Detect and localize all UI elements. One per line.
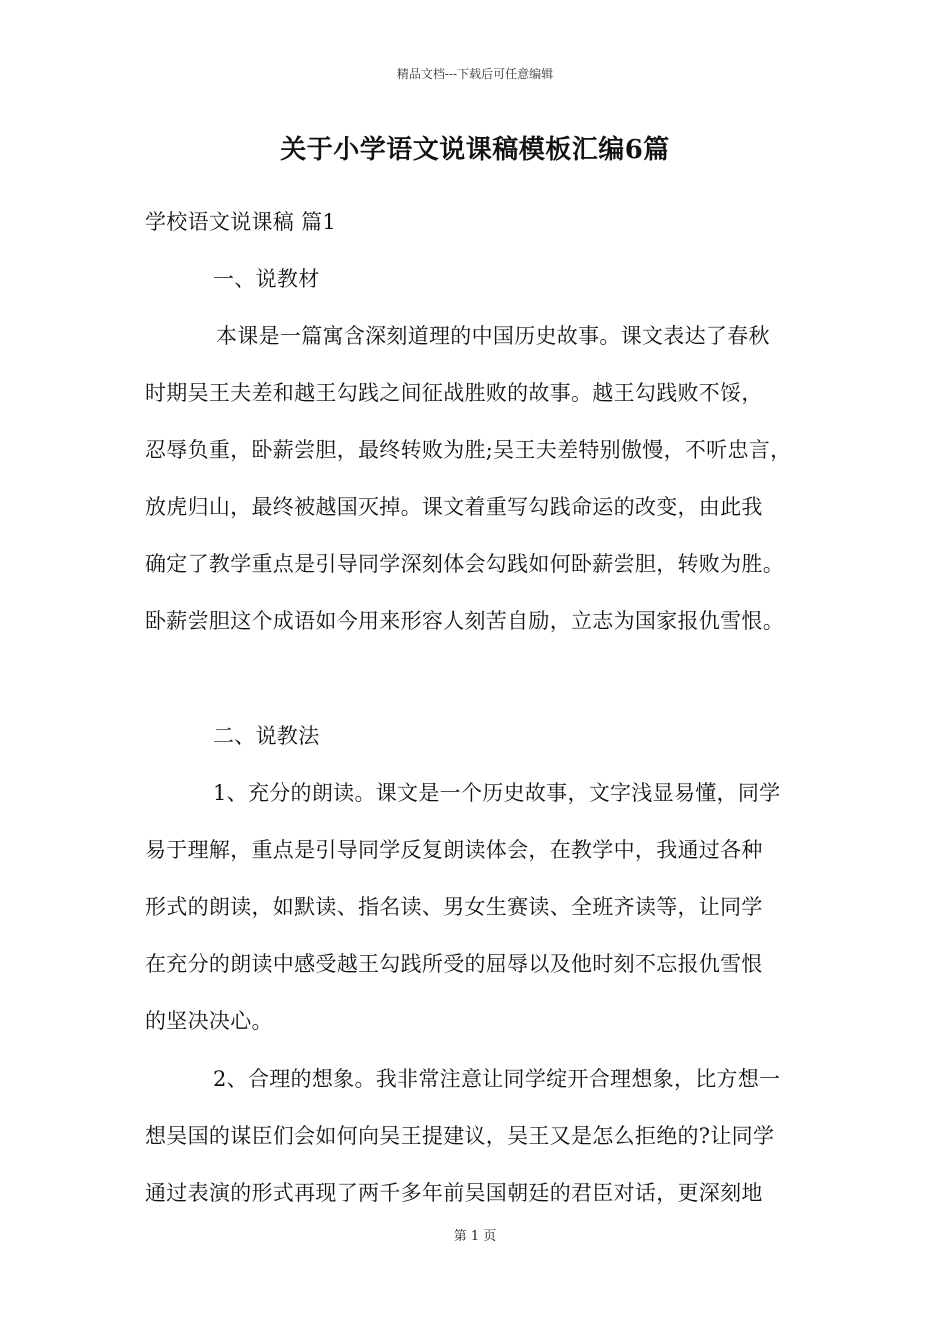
paragraph-line: 时期吴王夫差和越王勾践之间征战胜败的故事。越王勾践败不馁， — [145, 381, 763, 405]
page-number: 第 1 页 — [453, 1229, 497, 1244]
paragraph-line: 放虎归山，最终被越国灭掉。课文着重写勾践命运的改变，由此我 — [145, 495, 763, 519]
paragraph-line: 形式的朗读，如默读、指名读、男女生赛读、全班齐读等，让同学 — [145, 895, 763, 919]
paragraph-line: 的坚决决心。 — [145, 1009, 273, 1033]
paragraph-line: 卧薪尝胆这个成语如今用来形容人刻苦自励，立志为国家报仇雪恨。 — [145, 609, 784, 633]
document-subtitle: 学校语文说课稿 篇1 — [145, 210, 337, 234]
paragraph-line: 1、充分的朗读。课文是一个历史故事，文字浅显易懂，同学 — [213, 781, 781, 805]
paragraph-line: 在充分的朗读中感受越王勾践所受的屈辱以及他时刻不忘报仇雪恨 — [145, 952, 763, 976]
paragraph-line: 忍辱负重，卧薪尝胆，最终转败为胜;吴王夫差特别傲慢，不听忠言， — [145, 438, 792, 462]
paragraph-line: 通过表演的形式再现了两千多年前吴国朝廷的君臣对话，更深刻地 — [145, 1181, 763, 1205]
paragraph-line: 2、合理的想象。我非常注意让同学绽开合理想象，比方想一 — [213, 1067, 781, 1091]
section-heading: 二、说教法 — [213, 724, 320, 748]
paragraph-line: 确定了教学重点是引导同学深刻体会勾践如何卧薪尝胆，转败为胜。 — [145, 552, 784, 576]
page-header: 精品文档---下载后可任意编辑 — [396, 67, 554, 81]
paragraph-line: 易于理解，重点是引导同学反复朗读体会，在教学中，我通过各种 — [145, 838, 763, 862]
document-title: 关于小学语文说课稿模板汇编6篇 — [280, 135, 670, 165]
paragraph-line: 本课是一篇寓含深刻道理的中国历史故事。课文表达了春秋 — [216, 324, 770, 348]
section-heading: 一、说教材 — [213, 267, 320, 291]
paragraph-line: 想吴国的谋臣们会如何向吴王提建议，吴王又是怎么拒绝的?让同学 — [145, 1124, 775, 1148]
